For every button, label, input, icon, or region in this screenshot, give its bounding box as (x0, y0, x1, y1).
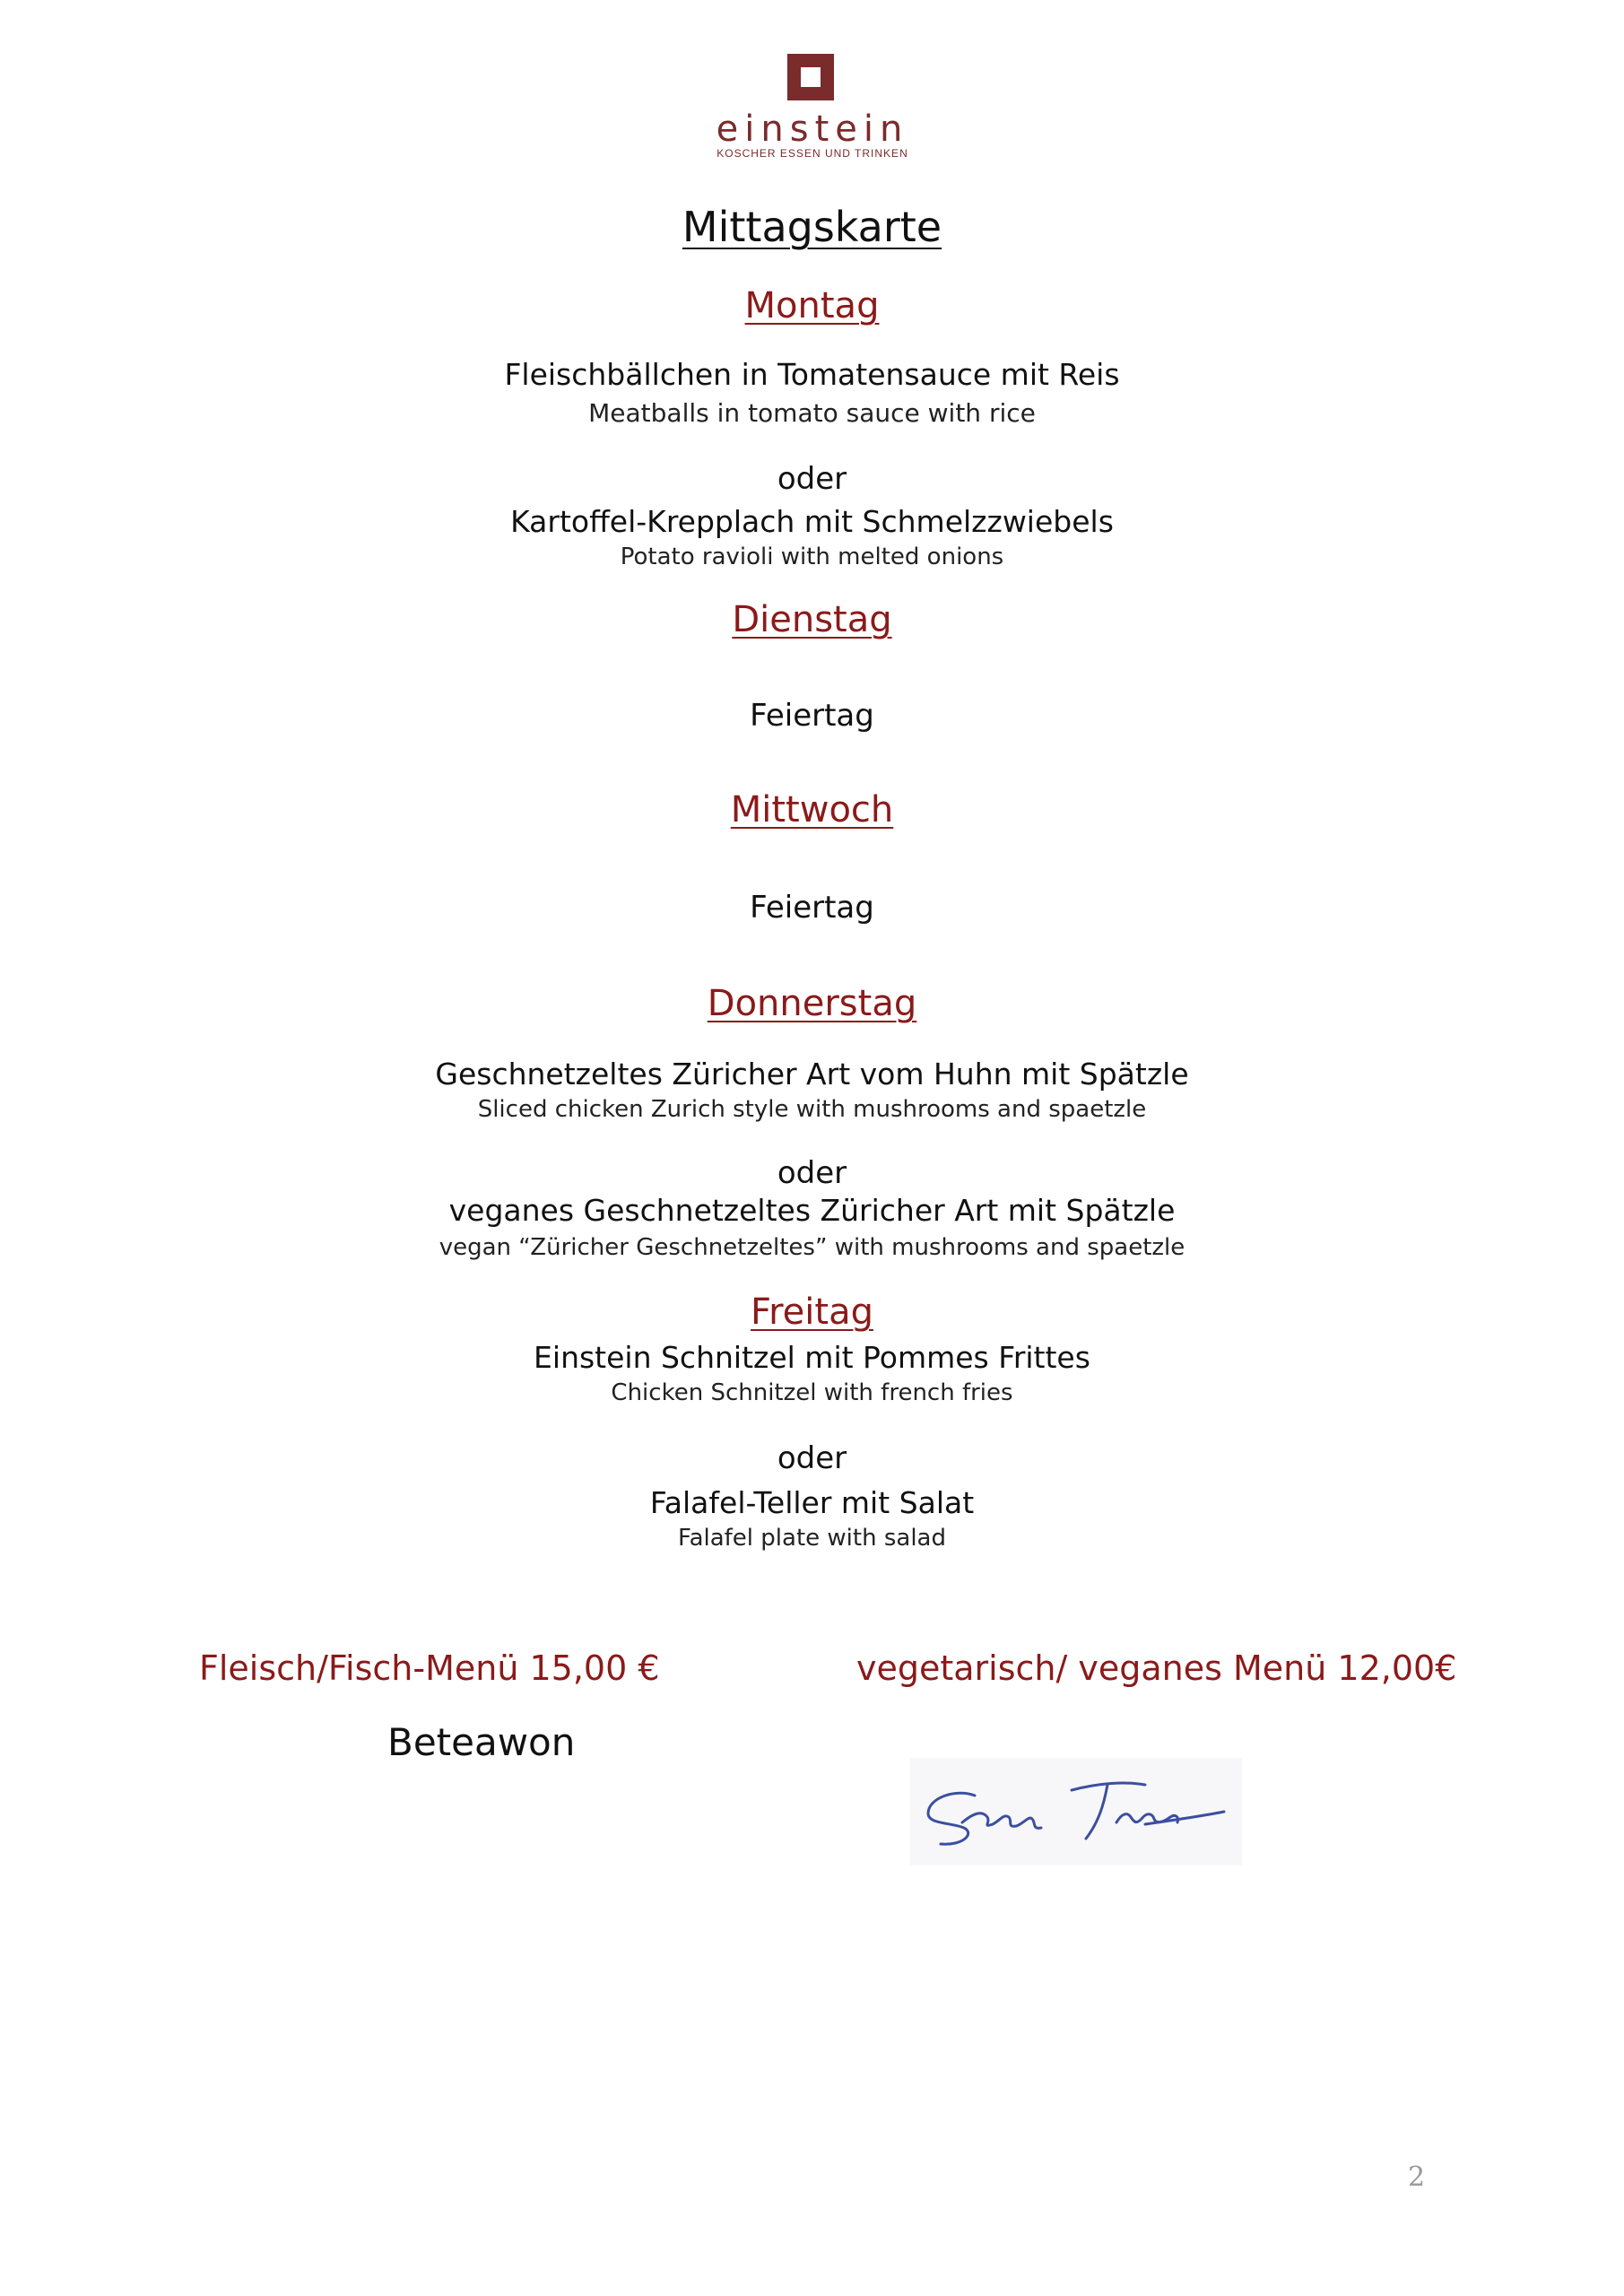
day-heading-dienstag: Dienstag (732, 599, 892, 640)
day-heading-freitag: Freitag (751, 1292, 873, 1333)
dish-name: Fleischbällchen in Tomatensauce mit Reis (504, 357, 1120, 392)
signature-icon (910, 1758, 1242, 1866)
dish-name: Einstein Schnitzel mit Pommes Frittes (534, 1340, 1090, 1375)
restaurant-logo (708, 47, 916, 163)
dish-translation: Sliced chicken Zurich style with mushrooms and spaetzle (477, 1096, 1147, 1123)
holiday-note: Feiertag (750, 698, 874, 734)
logo-square-icon (787, 54, 834, 100)
page-title: Mittagskarte (682, 203, 942, 251)
dish-name: Kartoffel-Krepplach mit Schmelzzwiebels (510, 504, 1114, 539)
holiday-note: Feiertag (750, 890, 874, 926)
or-separator: oder (777, 1155, 847, 1191)
dish-translation: Chicken Schnitzel with french fries (611, 1379, 1013, 1406)
signature-image (910, 1758, 1242, 1866)
day-heading-mittwoch: Mittwoch (730, 789, 894, 831)
price-meat-menu: Fleisch/Fisch-Menü 15,00 € (199, 1648, 660, 1688)
logo-name: einstein (716, 109, 909, 150)
or-separator: oder (777, 1440, 847, 1476)
dish-translation: Potato ravioli with melted onions (620, 544, 1004, 570)
dish-translation: vegan “Züricher Geschnetzeltes” with mushrooms and spaetzle (439, 1234, 1185, 1261)
price-veg-menu: vegetarisch/ veganes Menü 12,00€ (856, 1648, 1457, 1688)
logo-tagline: KOSCHER ESSEN UND TRINKEN (716, 147, 908, 160)
dish-name: veganes Geschnetzeltes Züricher Art mit Spätzle (448, 1193, 1176, 1228)
day-heading-donnerstag: Donnerstag (707, 983, 917, 1024)
day-heading-montag: Montag (744, 285, 880, 326)
dish-translation: Meatballs in tomato sauce with rice (588, 398, 1036, 428)
dish-name: Geschnetzeltes Züricher Art vom Huhn mit Spätzle (435, 1057, 1189, 1091)
page-number: 2 (1408, 2161, 1426, 2193)
dish-translation: Falafel plate with salad (678, 1525, 946, 1552)
dish-name: Falafel-Teller mit Salat (649, 1485, 975, 1520)
or-separator: oder (777, 461, 847, 497)
greeting: Beteawon (387, 1720, 576, 1764)
